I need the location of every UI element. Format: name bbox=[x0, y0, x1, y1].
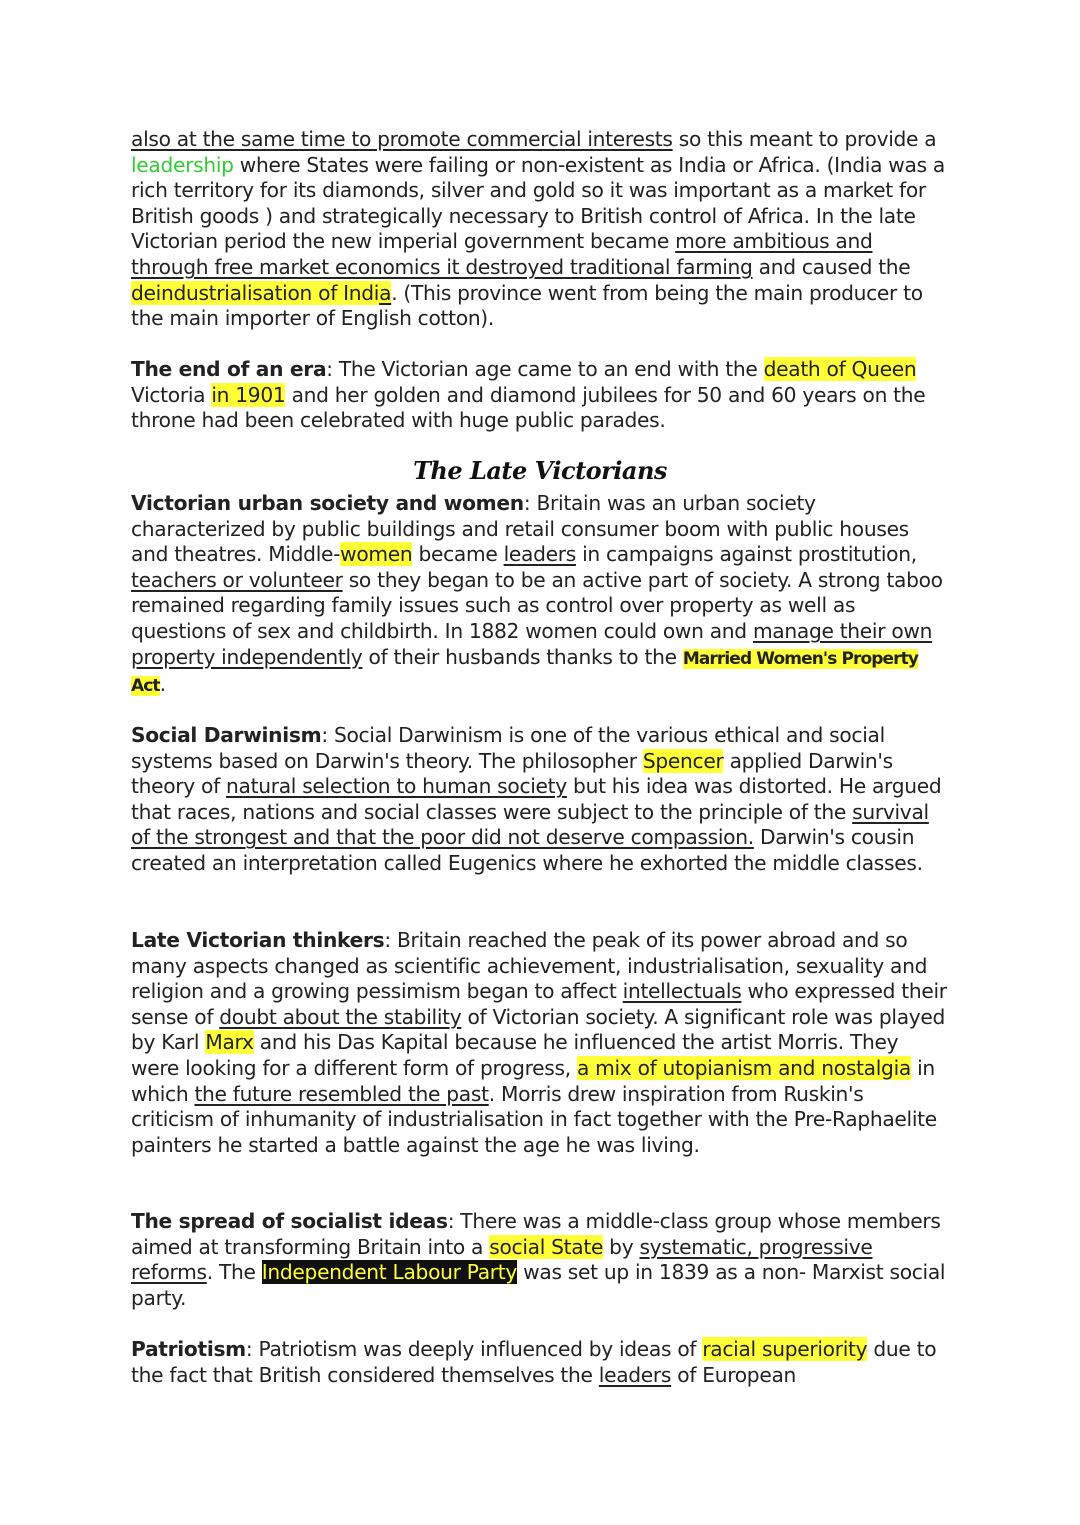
paragraph-late-victorian-thinkers bbox=[131, 928, 951, 1158]
highlighted-text: a mix of utopianism and nostalgia bbox=[576, 1055, 911, 1080]
text: . (This province went from being the main producer to the main importer of English cotton). bbox=[131, 280, 923, 331]
text: : Britain reached the peak of its power abroad and so many aspects changed as scientific achievement, industrialisation, sexuality and religion and a growing pessimism began to affect bbox=[131, 928, 928, 1004]
text: so this meant to provide a bbox=[672, 127, 937, 151]
highlighted-text: deindustrialisation of Indi bbox=[131, 280, 380, 305]
paragraph-heading: Social Darwinism bbox=[131, 723, 322, 747]
underlined-text: teachers or volunteer bbox=[131, 567, 343, 592]
text: : Patriotism was deeply influenced by ideas of bbox=[245, 1337, 703, 1361]
underlined-text: leaders bbox=[503, 542, 576, 567]
text: of their husbands thanks to the bbox=[362, 644, 683, 669]
highlighted-text: death of Queen bbox=[763, 357, 917, 381]
paragraph-heading: Late Victorian thinkers bbox=[131, 928, 385, 952]
text: in which bbox=[131, 1055, 935, 1106]
text: : There was a middle-class group whose members aimed at transforming Britain into a bbox=[131, 1209, 941, 1259]
paragraph-urban-society bbox=[131, 491, 951, 700]
underlined-text: natural selection to human society bbox=[226, 774, 567, 799]
underlined-text: also at the same time to promote commercial interests bbox=[131, 127, 673, 151]
dark-highlighted-text: Independent Labour Party bbox=[261, 1260, 518, 1285]
text: : Social Darwinism is one of the various ethical and social systems based on Darwin's theory. The philosopher bbox=[131, 723, 885, 773]
text: : The Victorian age came to an end with the bbox=[326, 357, 764, 381]
highlighted-text: social State bbox=[489, 1234, 604, 1259]
text: and her golden and diamond jubilees for 50 and 60 years on the throne had been celebrated with huge public parades. bbox=[131, 382, 926, 433]
paragraph-heading: The spread of socialist ideas bbox=[131, 1209, 448, 1233]
highlighted-text: racial superiority bbox=[702, 1337, 868, 1361]
green-text: leadership bbox=[131, 152, 234, 177]
text: : Britain was an urban society characterized by public buildings and retail consumer boom with public houses and theatres. Middle- bbox=[131, 491, 909, 567]
text: Darwin's cousin created an interpretation called Eugenics where he exhorted the middle classes. bbox=[131, 825, 923, 875]
text: by bbox=[603, 1234, 640, 1259]
text: where States were failing or non-existent as India or Africa. (India was a rich territory for its diamonds, silver and gold so it was important as a market for British goods ) and strategically necessary to British control of Africa. In the late Victorian period the new imperial government became bbox=[131, 152, 945, 254]
text: and caused the bbox=[752, 254, 911, 279]
paragraph-end-of-era bbox=[131, 357, 951, 434]
highlighted-text: Marx bbox=[205, 1030, 254, 1055]
text: and his Das Kapital because he influenced the artist Morris. They were looking for a different form of progress, bbox=[131, 1030, 899, 1080]
text: in campaigns against prostitution, bbox=[575, 542, 917, 567]
paragraph-social-darwinism bbox=[131, 723, 951, 877]
paragraph-socialist-ideas bbox=[131, 1209, 951, 1311]
section-title: The Late Victorians bbox=[413, 456, 667, 485]
text: Victoria bbox=[131, 382, 212, 407]
paragraph-heading: The end of an era bbox=[131, 357, 327, 381]
highlighted-text: a bbox=[379, 280, 392, 305]
text: . bbox=[159, 672, 166, 697]
paragraph-heading: Patriotism bbox=[131, 1337, 246, 1361]
text: of European bbox=[671, 1362, 797, 1387]
text: due to the fact that British considered themselves the bbox=[131, 1337, 937, 1387]
text: became bbox=[412, 542, 504, 567]
text: . The bbox=[206, 1260, 262, 1285]
text: . Morris drew inspiration from Ruskin's criticism of inhumanity of industrialisation in fact together with the Pre-Raphaelite painters he started a battle against the age he was living. bbox=[131, 1081, 937, 1157]
underlined-text: intellectuals bbox=[622, 979, 742, 1004]
highlighted-text: in 1901 bbox=[211, 382, 286, 407]
text: of Victorian society. A significant role was played by Karl bbox=[131, 1004, 946, 1055]
text: who expressed their sense of bbox=[131, 979, 947, 1029]
paragraph-patriotism bbox=[131, 1337, 951, 1388]
underlined-text: survival of the strongest and that the poor did not deserve compassion. bbox=[131, 799, 929, 850]
underlined-text: doubt about the stability bbox=[219, 1004, 462, 1029]
paragraph-heading: Victorian urban society and women bbox=[131, 491, 524, 515]
highlighted-text: Spencer bbox=[642, 748, 724, 773]
underlined-text: manage their own property independently bbox=[131, 618, 933, 669]
text: so they began to be an active part of society. A strong taboo remained regarding family issues such as control over property as well as questions of sex and childbirth. In 1882 women could own and bbox=[131, 567, 943, 643]
paragraph-imperialism bbox=[131, 127, 951, 332]
text: applied Darwin's theory of bbox=[131, 748, 893, 799]
underlined-text: leaders bbox=[598, 1362, 672, 1387]
highlighted-text: women bbox=[340, 542, 413, 567]
underlined-text: the future resembled the past bbox=[194, 1081, 489, 1106]
text: was set up in 1839 as a non- Marxist social party. bbox=[131, 1260, 946, 1310]
highlighted-act-name: Married Women's Property Act bbox=[131, 648, 919, 697]
underlined-text: systematic, progressive reforms bbox=[131, 1234, 873, 1285]
text: but his idea was distorted. He argued that races, nations and social classes were subject to the principle of the bbox=[131, 774, 942, 824]
underlined-text: more ambitious and through free market economics it destroyed traditional farming bbox=[131, 229, 873, 279]
